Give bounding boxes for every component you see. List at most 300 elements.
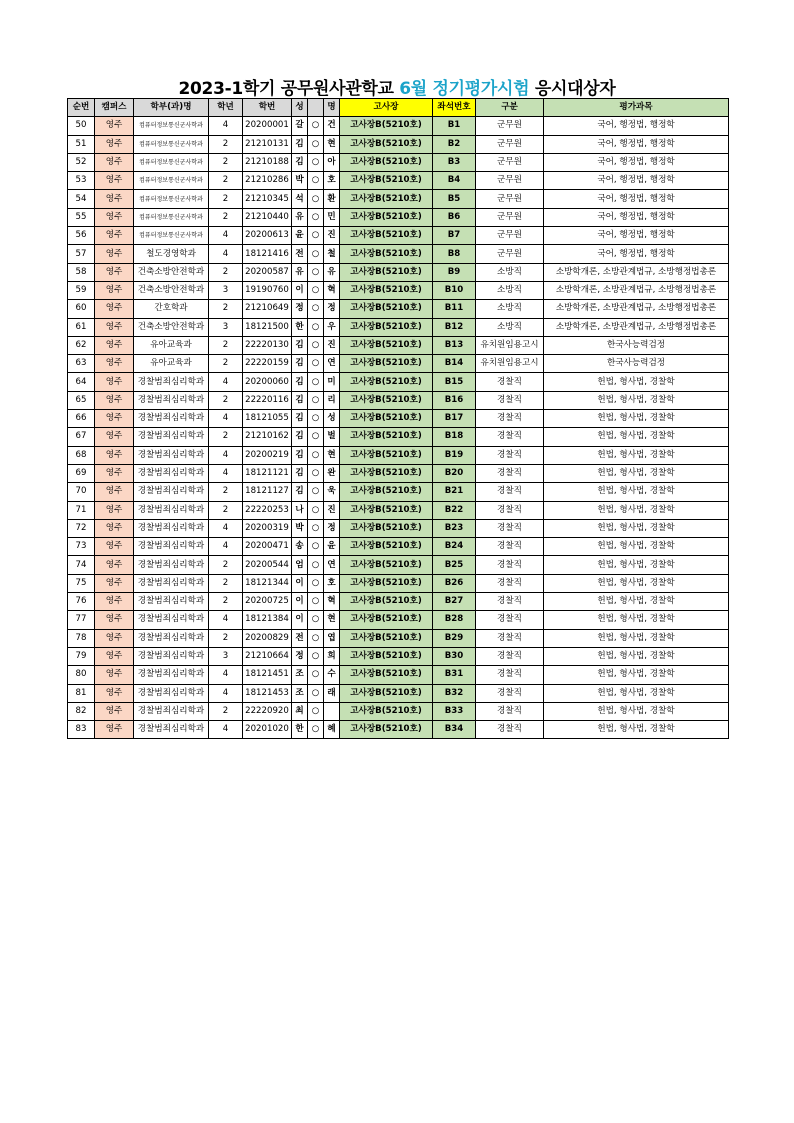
cell-grade: 2 xyxy=(209,135,243,153)
cell-department: 경찰범죄심리학과 xyxy=(134,556,209,574)
cell-exam-room: 고사장B(5210호) xyxy=(340,464,433,482)
cell-subjects: 헌법, 형사법, 경찰학 xyxy=(544,464,729,482)
cell-campus: 영주 xyxy=(95,245,134,263)
cell-given-name: 연 xyxy=(324,355,340,373)
cell-subjects: 헌법, 형사법, 경찰학 xyxy=(544,391,729,409)
cell-exam-room: 고사장B(5210호) xyxy=(340,501,433,519)
cell-seat-number: B33 xyxy=(433,702,476,720)
cell-department: 경찰범죄심리학과 xyxy=(134,721,209,739)
cell-grade: 2 xyxy=(209,574,243,592)
cell-subjects: 국어, 행정법, 행정학 xyxy=(544,208,729,226)
cell-mask: ○ xyxy=(308,538,324,556)
cell-exam-room: 고사장B(5210호) xyxy=(340,483,433,501)
cell-grade: 4 xyxy=(209,721,243,739)
cell-campus: 영주 xyxy=(95,464,134,482)
cell-surname: 박 xyxy=(292,519,308,537)
cell-department: 경찰범죄심리학과 xyxy=(134,428,209,446)
cell-campus: 영주 xyxy=(95,629,134,647)
cell-subjects: 헌법, 형사법, 경찰학 xyxy=(544,410,729,428)
cell-surname: 한 xyxy=(292,318,308,336)
cell-grade: 3 xyxy=(209,281,243,299)
cell-surname: 김 xyxy=(292,428,308,446)
cell-given-name: 환 xyxy=(324,190,340,208)
cell-campus: 영주 xyxy=(95,483,134,501)
cell-campus: 영주 xyxy=(95,702,134,720)
table-row xyxy=(68,355,729,373)
cell-campus: 영주 xyxy=(95,611,134,629)
cell-student-id: 22220130 xyxy=(243,336,292,354)
cell-seat-number: B2 xyxy=(433,135,476,153)
cell-surname: 한 xyxy=(292,721,308,739)
cell-mask: ○ xyxy=(308,117,324,135)
cell-category: 경찰직 xyxy=(476,428,544,446)
cell-given-name: 벌 xyxy=(324,428,340,446)
cell-given-name: 호 xyxy=(324,172,340,190)
cell-exam-room: 고사장B(5210호) xyxy=(340,190,433,208)
cell-subjects: 헌법, 형사법, 경찰학 xyxy=(544,538,729,556)
cell-no: 55 xyxy=(68,208,95,226)
cell-given-name: 혜 xyxy=(324,721,340,739)
cell-grade: 2 xyxy=(209,153,243,171)
cell-no: 76 xyxy=(68,593,95,611)
cell-subjects: 헌법, 형사법, 경찰학 xyxy=(544,428,729,446)
cell-given-name: 우 xyxy=(324,318,340,336)
title-prefix: 2023-1학기 공무원사관학교 xyxy=(178,79,400,99)
cell-category: 경찰직 xyxy=(476,556,544,574)
cell-student-id: 22220159 xyxy=(243,355,292,373)
cell-exam-room: 고사장B(5210호) xyxy=(340,245,433,263)
cell-seat-number: B21 xyxy=(433,483,476,501)
cell-no: 70 xyxy=(68,483,95,501)
header-grade: 학년 xyxy=(209,99,243,117)
cell-exam-room: 고사장B(5210호) xyxy=(340,336,433,354)
cell-seat-number: B5 xyxy=(433,190,476,208)
cell-seat-number: B26 xyxy=(433,574,476,592)
cell-department: 경찰범죄심리학과 xyxy=(134,373,209,391)
cell-category: 경찰직 xyxy=(476,611,544,629)
cell-campus: 영주 xyxy=(95,300,134,318)
cell-surname: 유 xyxy=(292,208,308,226)
cell-exam-room: 고사장B(5210호) xyxy=(340,135,433,153)
cell-exam-room: 고사장B(5210호) xyxy=(340,318,433,336)
cell-department: 경찰범죄심리학과 xyxy=(134,519,209,537)
header-category: 구분 xyxy=(476,99,544,117)
cell-campus: 영주 xyxy=(95,281,134,299)
cell-seat-number: B4 xyxy=(433,172,476,190)
cell-category: 경찰직 xyxy=(476,702,544,720)
cell-student-id: 20200725 xyxy=(243,593,292,611)
cell-student-id: 18121451 xyxy=(243,666,292,684)
cell-no: 65 xyxy=(68,391,95,409)
cell-exam-room: 고사장B(5210호) xyxy=(340,300,433,318)
cell-grade: 2 xyxy=(209,172,243,190)
cell-surname: 김 xyxy=(292,446,308,464)
cell-given-name: 진 xyxy=(324,501,340,519)
cell-grade: 4 xyxy=(209,410,243,428)
cell-mask: ○ xyxy=(308,281,324,299)
cell-category: 소방직 xyxy=(476,318,544,336)
cell-campus: 영주 xyxy=(95,721,134,739)
cell-subjects: 헌법, 형사법, 경찰학 xyxy=(544,684,729,702)
cell-subjects: 국어, 행정법, 행정학 xyxy=(544,227,729,245)
header-department: 학부(과)명 xyxy=(134,99,209,117)
cell-subjects: 국어, 행정법, 행정학 xyxy=(544,245,729,263)
table-row xyxy=(68,318,729,336)
cell-exam-room: 고사장B(5210호) xyxy=(340,410,433,428)
cell-grade: 2 xyxy=(209,300,243,318)
cell-student-id: 20200060 xyxy=(243,373,292,391)
cell-category: 유치원임용고시 xyxy=(476,355,544,373)
cell-category: 경찰직 xyxy=(476,574,544,592)
table-row xyxy=(68,629,729,647)
cell-category: 경찰직 xyxy=(476,666,544,684)
table-row xyxy=(68,190,729,208)
cell-category: 군무원 xyxy=(476,208,544,226)
cell-grade: 2 xyxy=(209,501,243,519)
cell-mask: ○ xyxy=(308,574,324,592)
cell-student-id: 18121416 xyxy=(243,245,292,263)
cell-surname: 조 xyxy=(292,666,308,684)
cell-surname: 김 xyxy=(292,153,308,171)
cell-student-id: 18121500 xyxy=(243,318,292,336)
cell-no: 61 xyxy=(68,318,95,336)
table-row xyxy=(68,519,729,537)
cell-campus: 영주 xyxy=(95,647,134,665)
cell-given-name: 유 xyxy=(324,263,340,281)
cell-surname: 갈 xyxy=(292,117,308,135)
cell-mask: ○ xyxy=(308,208,324,226)
cell-subjects: 헌법, 형사법, 경찰학 xyxy=(544,501,729,519)
cell-exam-room: 고사장B(5210호) xyxy=(340,391,433,409)
cell-exam-room: 고사장B(5210호) xyxy=(340,117,433,135)
cell-seat-number: B20 xyxy=(433,464,476,482)
cell-category: 경찰직 xyxy=(476,629,544,647)
cell-mask: ○ xyxy=(308,519,324,537)
cell-student-id: 18121344 xyxy=(243,574,292,592)
cell-student-id: 22220920 xyxy=(243,702,292,720)
cell-grade: 2 xyxy=(209,208,243,226)
cell-mask: ○ xyxy=(308,135,324,153)
cell-campus: 영주 xyxy=(95,355,134,373)
cell-given-name: 건 xyxy=(324,117,340,135)
cell-surname: 정 xyxy=(292,647,308,665)
cell-mask: ○ xyxy=(308,556,324,574)
cell-subjects: 한국사능력검정 xyxy=(544,336,729,354)
cell-given-name: 혁 xyxy=(324,281,340,299)
header-student-id: 학번 xyxy=(243,99,292,117)
cell-department: 경찰범죄심리학과 xyxy=(134,410,209,428)
cell-no: 77 xyxy=(68,611,95,629)
cell-student-id: 21210286 xyxy=(243,172,292,190)
table-row xyxy=(68,336,729,354)
cell-no: 81 xyxy=(68,684,95,702)
table-row xyxy=(68,666,729,684)
cell-exam-room: 고사장B(5210호) xyxy=(340,373,433,391)
cell-exam-room: 고사장B(5210호) xyxy=(340,702,433,720)
cell-department: 경찰범죄심리학과 xyxy=(134,611,209,629)
cell-given-name: 수 xyxy=(324,666,340,684)
cell-given-name: 래 xyxy=(324,684,340,702)
cell-subjects: 헌법, 형사법, 경찰학 xyxy=(544,519,729,537)
cell-category: 군무원 xyxy=(476,135,544,153)
cell-given-name: 현 xyxy=(324,446,340,464)
cell-subjects: 국어, 행정법, 행정학 xyxy=(544,135,729,153)
cell-student-id: 21210345 xyxy=(243,190,292,208)
cell-mask: ○ xyxy=(308,428,324,446)
table-row xyxy=(68,391,729,409)
cell-mask: ○ xyxy=(308,318,324,336)
cell-exam-room: 고사장B(5210호) xyxy=(340,611,433,629)
cell-exam-room: 고사장B(5210호) xyxy=(340,574,433,592)
candidate-table xyxy=(67,98,729,739)
cell-student-id: 21210440 xyxy=(243,208,292,226)
cell-category: 군무원 xyxy=(476,153,544,171)
cell-campus: 영주 xyxy=(95,556,134,574)
cell-student-id: 20201020 xyxy=(243,721,292,739)
cell-grade: 4 xyxy=(209,611,243,629)
cell-no: 64 xyxy=(68,373,95,391)
cell-grade: 2 xyxy=(209,428,243,446)
table-row xyxy=(68,428,729,446)
cell-mask: ○ xyxy=(308,721,324,739)
cell-subjects: 국어, 행정법, 행정학 xyxy=(544,117,729,135)
table-row xyxy=(68,281,729,299)
cell-grade: 4 xyxy=(209,373,243,391)
cell-department: 간호학과 xyxy=(134,300,209,318)
cell-given-name: 욱 xyxy=(324,483,340,501)
table-row xyxy=(68,684,729,702)
cell-no: 62 xyxy=(68,336,95,354)
cell-subjects: 헌법, 형사법, 경찰학 xyxy=(544,556,729,574)
cell-mask: ○ xyxy=(308,483,324,501)
cell-campus: 영주 xyxy=(95,574,134,592)
cell-grade: 4 xyxy=(209,227,243,245)
cell-department: 경찰범죄심리학과 xyxy=(134,446,209,464)
cell-seat-number: B22 xyxy=(433,501,476,519)
cell-mask: ○ xyxy=(308,336,324,354)
cell-student-id: 20200544 xyxy=(243,556,292,574)
cell-seat-number: B34 xyxy=(433,721,476,739)
cell-surname: 전 xyxy=(292,245,308,263)
cell-category: 경찰직 xyxy=(476,721,544,739)
cell-given-name: 연 xyxy=(324,556,340,574)
cell-seat-number: B32 xyxy=(433,684,476,702)
cell-no: 56 xyxy=(68,227,95,245)
cell-department: 경찰범죄심리학과 xyxy=(134,702,209,720)
cell-subjects: 헌법, 형사법, 경찰학 xyxy=(544,611,729,629)
cell-given-name: 미 xyxy=(324,373,340,391)
cell-category: 경찰직 xyxy=(476,483,544,501)
table-row xyxy=(68,263,729,281)
cell-department: 경찰범죄심리학과 xyxy=(134,464,209,482)
table-row xyxy=(68,702,729,720)
cell-exam-room: 고사장B(5210호) xyxy=(340,593,433,611)
cell-no: 51 xyxy=(68,135,95,153)
cell-mask: ○ xyxy=(308,300,324,318)
cell-exam-room: 고사장B(5210호) xyxy=(340,519,433,537)
cell-student-id: 20200001 xyxy=(243,117,292,135)
cell-given-name: 민 xyxy=(324,208,340,226)
cell-student-id: 21210664 xyxy=(243,647,292,665)
cell-surname: 엄 xyxy=(292,556,308,574)
cell-no: 53 xyxy=(68,172,95,190)
table-row xyxy=(68,153,729,171)
cell-surname: 정 xyxy=(292,300,308,318)
cell-mask: ○ xyxy=(308,410,324,428)
cell-grade: 2 xyxy=(209,556,243,574)
cell-grade: 4 xyxy=(209,519,243,537)
cell-exam-room: 고사장B(5210호) xyxy=(340,647,433,665)
cell-no: 73 xyxy=(68,538,95,556)
cell-mask: ○ xyxy=(308,501,324,519)
cell-mask: ○ xyxy=(308,373,324,391)
cell-student-id: 21210162 xyxy=(243,428,292,446)
cell-campus: 영주 xyxy=(95,446,134,464)
cell-department: 경찰범죄심리학과 xyxy=(134,574,209,592)
cell-subjects: 헌법, 형사법, 경찰학 xyxy=(544,483,729,501)
cell-student-id: 22220253 xyxy=(243,501,292,519)
cell-department: 컴퓨터정보통신군사학과 xyxy=(134,172,209,190)
header-seat-number: 좌석번호 xyxy=(433,99,476,117)
cell-campus: 영주 xyxy=(95,391,134,409)
cell-subjects: 국어, 행정법, 행정학 xyxy=(544,190,729,208)
cell-subjects: 헌법, 형사법, 경찰학 xyxy=(544,373,729,391)
cell-given-name: 윤 xyxy=(324,538,340,556)
cell-department: 경찰범죄심리학과 xyxy=(134,647,209,665)
cell-given-name: 정 xyxy=(324,300,340,318)
cell-department: 경찰범죄심리학과 xyxy=(134,593,209,611)
cell-exam-room: 고사장B(5210호) xyxy=(340,208,433,226)
cell-campus: 영주 xyxy=(95,135,134,153)
cell-grade: 4 xyxy=(209,666,243,684)
cell-exam-room: 고사장B(5210호) xyxy=(340,281,433,299)
cell-given-name: 엽 xyxy=(324,629,340,647)
cell-seat-number: B16 xyxy=(433,391,476,409)
cell-subjects: 소방학개론, 소방관계법규, 소방행정법총론 xyxy=(544,281,729,299)
cell-department: 경찰범죄심리학과 xyxy=(134,629,209,647)
cell-mask: ○ xyxy=(308,446,324,464)
header-mask xyxy=(308,99,324,117)
cell-student-id: 18121055 xyxy=(243,410,292,428)
cell-seat-number: B12 xyxy=(433,318,476,336)
cell-given-name: 현 xyxy=(324,611,340,629)
cell-grade: 2 xyxy=(209,355,243,373)
cell-grade: 4 xyxy=(209,538,243,556)
cell-department: 컴퓨터정보통신군사학과 xyxy=(134,117,209,135)
cell-exam-room: 고사장B(5210호) xyxy=(340,629,433,647)
cell-no: 79 xyxy=(68,647,95,665)
cell-student-id: 21210649 xyxy=(243,300,292,318)
cell-surname: 최 xyxy=(292,702,308,720)
cell-given-name: 현 xyxy=(324,135,340,153)
cell-campus: 영주 xyxy=(95,172,134,190)
cell-department: 유아교육과 xyxy=(134,355,209,373)
cell-seat-number: B1 xyxy=(433,117,476,135)
cell-department: 컴퓨터정보통신군사학과 xyxy=(134,153,209,171)
cell-surname: 김 xyxy=(292,410,308,428)
cell-no: 82 xyxy=(68,702,95,720)
cell-student-id: 18121384 xyxy=(243,611,292,629)
cell-student-id: 20200613 xyxy=(243,227,292,245)
table-row xyxy=(68,647,729,665)
cell-mask: ○ xyxy=(308,629,324,647)
cell-category: 소방직 xyxy=(476,300,544,318)
cell-no: 68 xyxy=(68,446,95,464)
cell-surname: 송 xyxy=(292,538,308,556)
cell-given-name: 희 xyxy=(324,647,340,665)
cell-exam-room: 고사장B(5210호) xyxy=(340,153,433,171)
cell-campus: 영주 xyxy=(95,336,134,354)
cell-campus: 영주 xyxy=(95,153,134,171)
cell-no: 66 xyxy=(68,410,95,428)
cell-exam-room: 고사장B(5210호) xyxy=(340,721,433,739)
cell-category: 소방직 xyxy=(476,281,544,299)
cell-category: 경찰직 xyxy=(476,538,544,556)
cell-no: 60 xyxy=(68,300,95,318)
cell-given-name xyxy=(324,702,340,720)
cell-mask: ○ xyxy=(308,611,324,629)
cell-student-id: 21210188 xyxy=(243,153,292,171)
cell-surname: 석 xyxy=(292,190,308,208)
cell-no: 63 xyxy=(68,355,95,373)
table-row xyxy=(68,501,729,519)
cell-surname: 이 xyxy=(292,611,308,629)
cell-grade: 4 xyxy=(209,464,243,482)
cell-surname: 이 xyxy=(292,574,308,592)
cell-grade: 2 xyxy=(209,629,243,647)
cell-seat-number: B3 xyxy=(433,153,476,171)
cell-mask: ○ xyxy=(308,391,324,409)
cell-given-name: 진 xyxy=(324,336,340,354)
cell-surname: 박 xyxy=(292,172,308,190)
cell-grade: 2 xyxy=(209,391,243,409)
cell-department: 건축소방안전학과 xyxy=(134,281,209,299)
cell-campus: 영주 xyxy=(95,519,134,537)
cell-subjects: 소방학개론, 소방관계법규, 소방행정법총론 xyxy=(544,318,729,336)
cell-seat-number: B28 xyxy=(433,611,476,629)
cell-grade: 2 xyxy=(209,336,243,354)
cell-department: 철도경영학과 xyxy=(134,245,209,263)
cell-campus: 영주 xyxy=(95,538,134,556)
cell-surname: 유 xyxy=(292,263,308,281)
cell-grade: 4 xyxy=(209,245,243,263)
cell-category: 경찰직 xyxy=(476,647,544,665)
cell-seat-number: B30 xyxy=(433,647,476,665)
cell-campus: 영주 xyxy=(95,190,134,208)
cell-mask: ○ xyxy=(308,593,324,611)
cell-given-name: 정 xyxy=(324,519,340,537)
cell-department: 건축소방안전학과 xyxy=(134,263,209,281)
cell-exam-room: 고사장B(5210호) xyxy=(340,428,433,446)
header-surname: 성 xyxy=(292,99,308,117)
table-row xyxy=(68,373,729,391)
table-row xyxy=(68,721,729,739)
cell-category: 경찰직 xyxy=(476,684,544,702)
table-row xyxy=(68,300,729,318)
cell-campus: 영주 xyxy=(95,501,134,519)
cell-subjects: 헌법, 형사법, 경찰학 xyxy=(544,574,729,592)
header-exam-room: 고사장 xyxy=(340,99,433,117)
cell-mask: ○ xyxy=(308,153,324,171)
header-campus: 캠퍼스 xyxy=(95,99,134,117)
cell-given-name: 완 xyxy=(324,464,340,482)
table-row xyxy=(68,410,729,428)
cell-mask: ○ xyxy=(308,263,324,281)
cell-no: 83 xyxy=(68,721,95,739)
header-given-name: 명 xyxy=(324,99,340,117)
cell-given-name: 성 xyxy=(324,410,340,428)
cell-mask: ○ xyxy=(308,190,324,208)
